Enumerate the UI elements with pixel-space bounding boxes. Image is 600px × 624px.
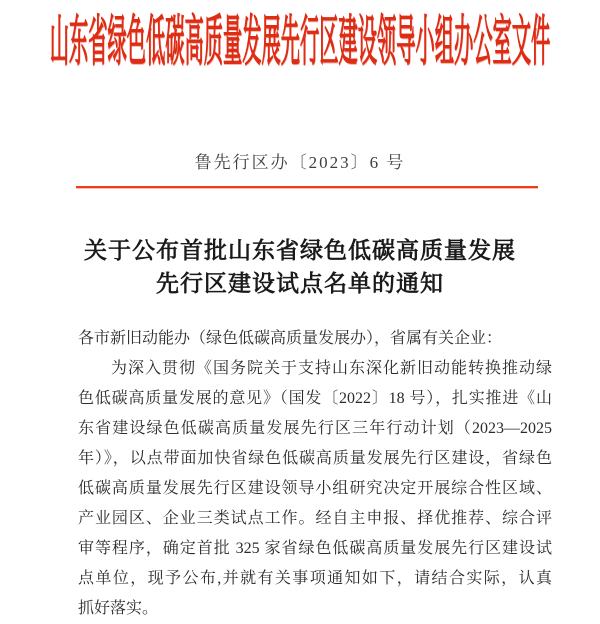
document-reference-number: 鲁先行区办〔2023〕6 号	[194, 153, 406, 172]
body-line: 产业园区、企业三类试点工作。经自主申报、择优推荐、综合评	[78, 510, 552, 527]
notice-body	[78, 324, 552, 624]
body-line: 年）》，以点带面加快省绿色低碳高质量发展先行区建设，省绿色	[78, 450, 552, 467]
body-line: 为深入贯彻《国务院关于支持山东深化新旧动能转换推动绿	[111, 360, 552, 377]
notice-title	[0, 234, 600, 300]
letterhead-banner-title: 山东省绿色低碳高质量发展先行区建设领导小组办公室文件	[49, 11, 551, 72]
body-line: 审等程序，确定首批 325 家省绿色低碳高质量发展先行区建设试	[78, 540, 552, 557]
body-line: 抓好落实。	[78, 600, 159, 617]
letterhead-banner	[0, 10, 600, 74]
body-line: 东省建设绿色低碳高质量发展先行区三年行动计划（2023—2025	[78, 420, 552, 437]
body-line: 点单位，现予公布,并就有关事项通知如下，请结合实际，认真	[78, 570, 552, 587]
notice-title-line-2: 先行区建设试点名单的通知	[156, 271, 444, 296]
body-line: 色低碳高质量发展的意见》（国发〔2022〕18 号），扎实推进《山	[78, 390, 552, 407]
salutation-line: 各市新旧动能办（绿色低碳高质量发展办），省属有关企业：	[78, 330, 503, 347]
body-line: 低碳高质量发展先行区建设领导小组研究决定开展综合性区域、	[78, 480, 552, 497]
red-separator-rule	[76, 186, 538, 188]
notice-title-line-1: 关于公布首批山东省绿色低碳高质量发展	[84, 238, 516, 263]
